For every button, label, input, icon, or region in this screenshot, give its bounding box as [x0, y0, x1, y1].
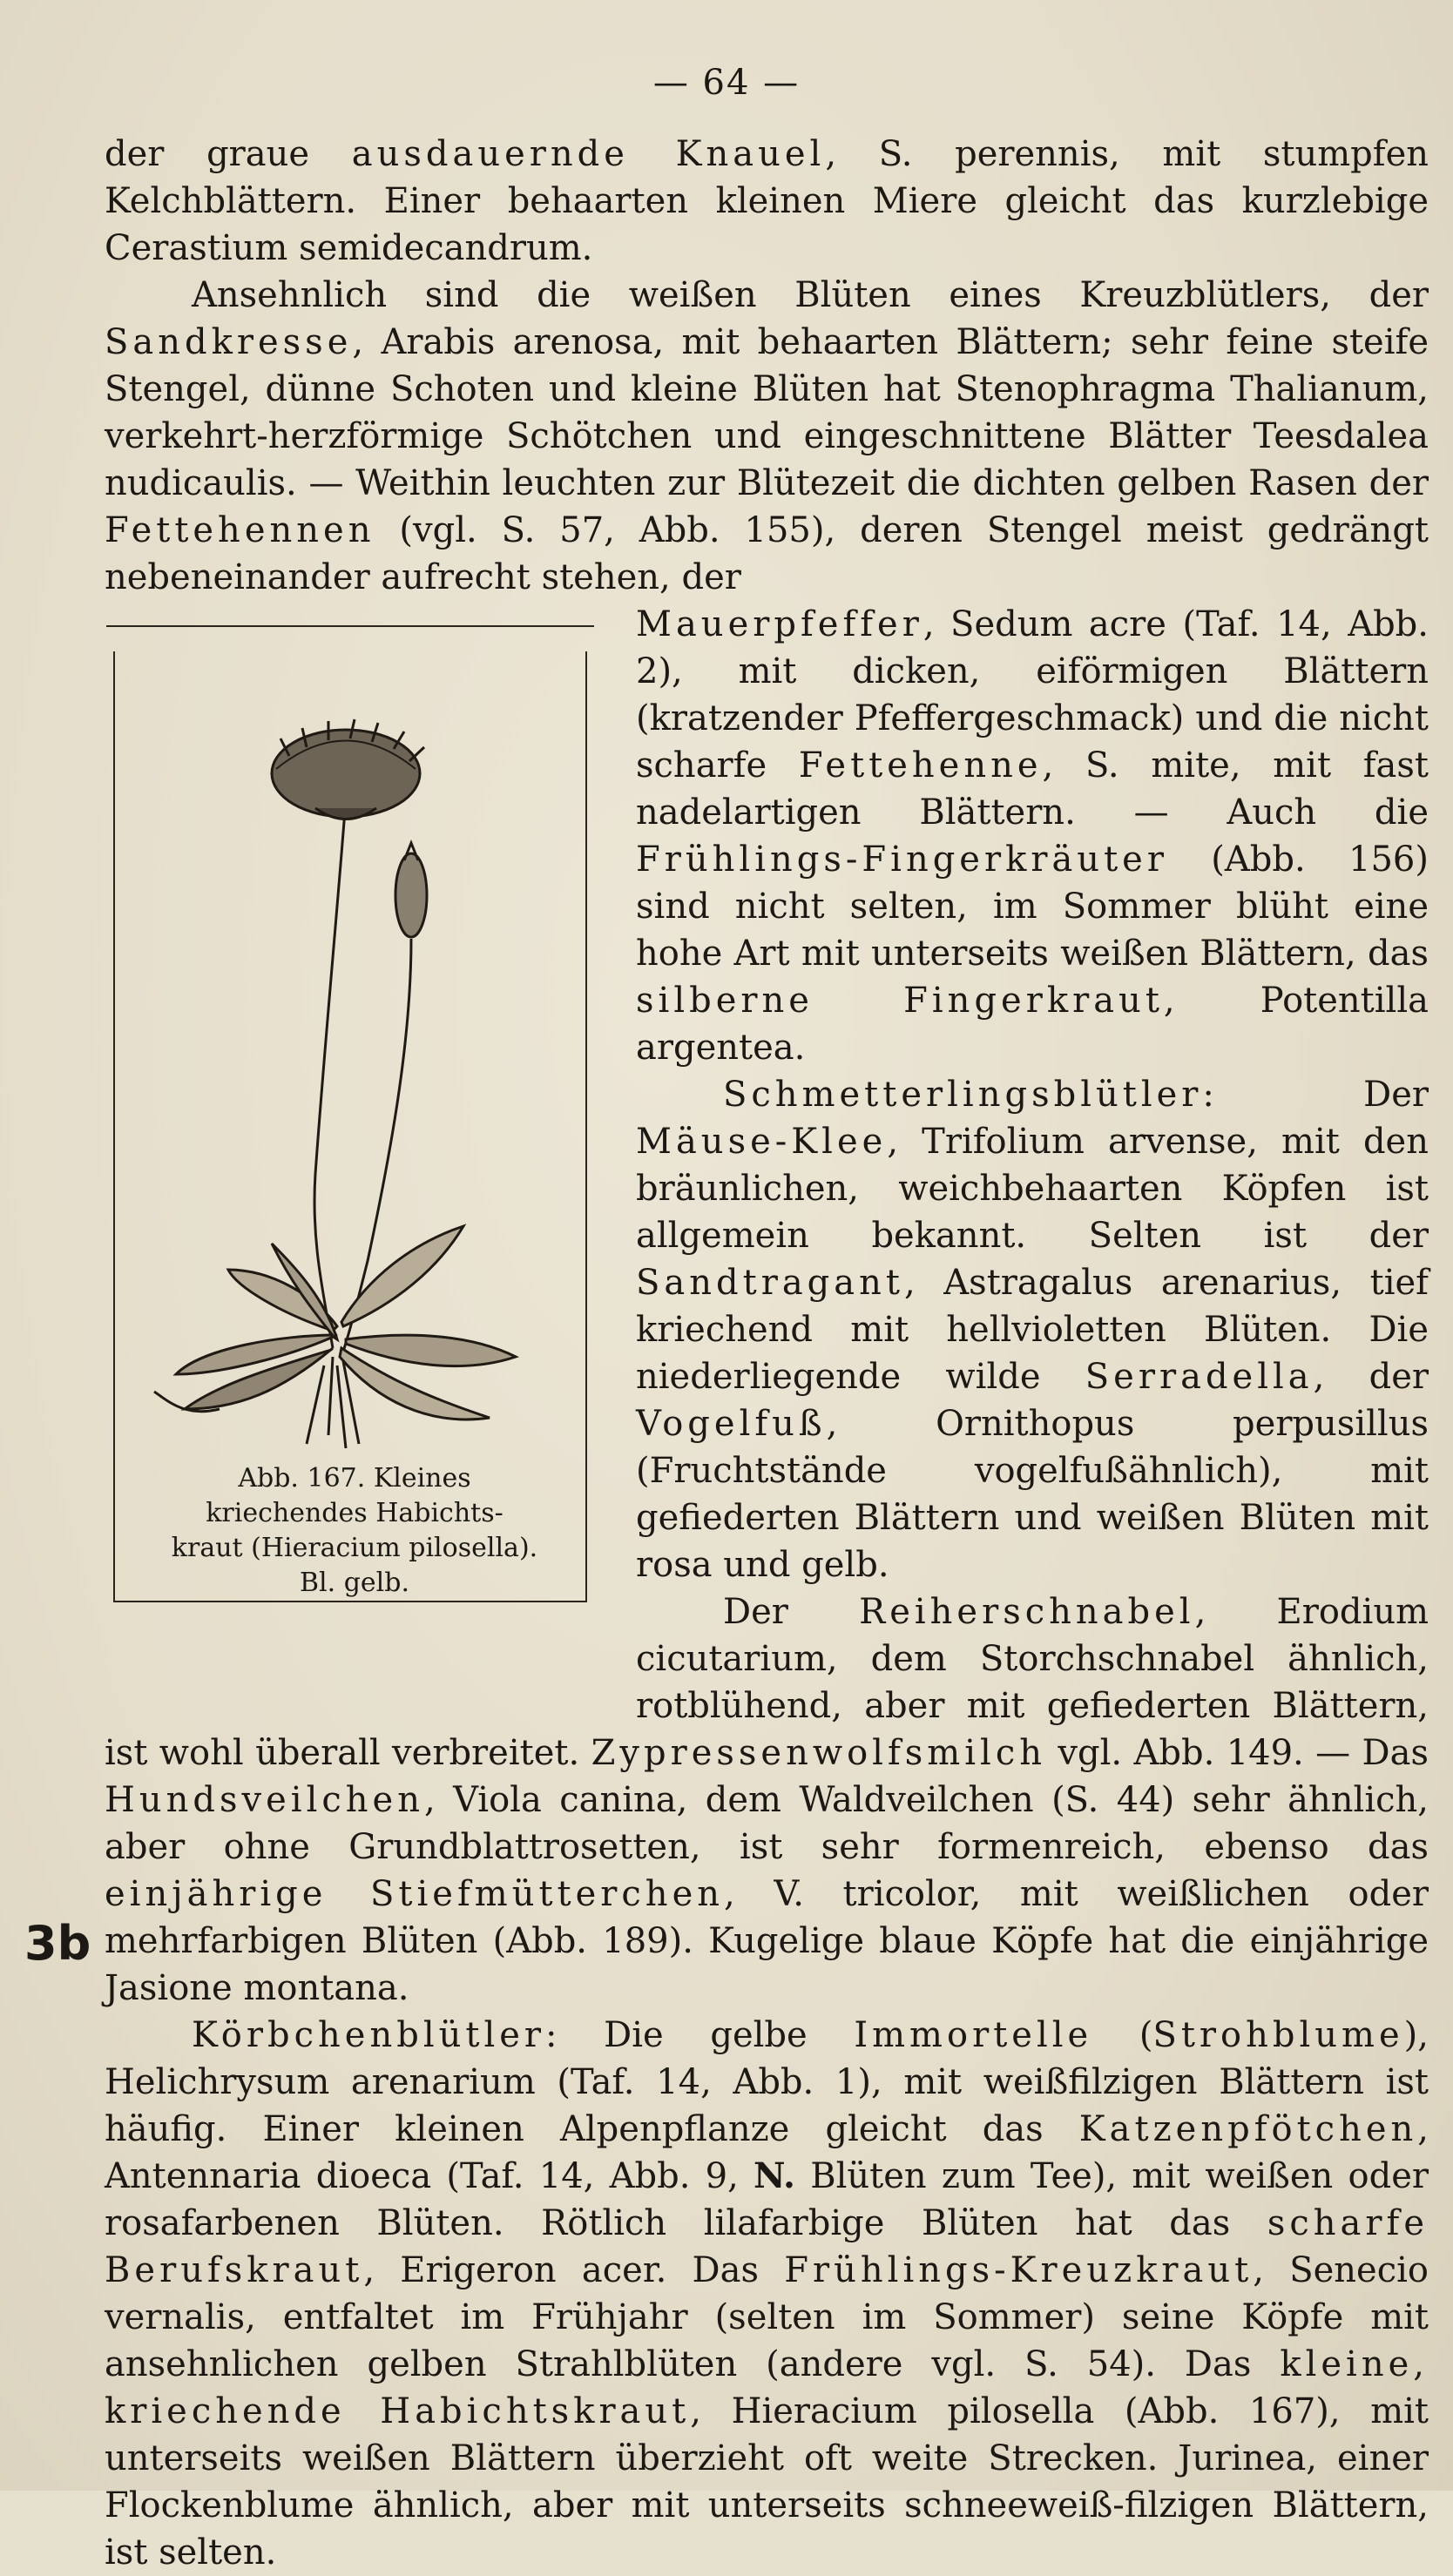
text: , Erigeron acer. Das	[363, 2250, 785, 2290]
text: (vgl. S. 57, Abb. 155), deren Stengel meist gedrängt nebeneinander aufrecht stehen, der	[105, 510, 1429, 597]
species-name: ausdauernde Knauel	[351, 134, 826, 174]
caption-line: Bl. gelb.	[299, 1568, 409, 1598]
species-name: Fettehennen	[105, 510, 375, 550]
paragraph-2	[105, 272, 1429, 601]
body-text	[105, 131, 1429, 2576]
text: , der	[1313, 1357, 1429, 1397]
text: vgl. Abb. 149. — Das	[1045, 1733, 1429, 1773]
species-name: Mauerpfeffer	[636, 604, 923, 644]
text: , V. tricolor, mit weißlichen oder mehrfarbigen Blüten (Abb. 189). Kugelige blaue Köpfe hat die einjährige Jasione montana.	[105, 1874, 1429, 2008]
paragraph-5	[105, 2012, 1429, 2576]
species-name: Mäuse-Klee	[636, 1122, 888, 1162]
species-name: Katzenpfötchen	[1078, 2109, 1418, 2149]
species-name: silberne Fingerkraut	[636, 981, 1164, 1021]
figure-rule	[106, 625, 594, 627]
caption-line: Abb. 167. Kleines	[238, 1463, 471, 1494]
text: Ansehnlich sind die weißen Blüten eines Kreuzblütlers, der	[192, 275, 1429, 315]
species-name: Vogelfuß	[636, 1404, 827, 1444]
text: Blüten zum Tee), mit weißen oder rosafarbenen Blüten. Rötlich lilafarbige Blüten hat das	[105, 2156, 1429, 2243]
text: , Erodium cicutarium, dem Storchschnabel ähnlich, rotblühend, aber mit gefiederten Blättern, ist wohl überall verbreitet.	[105, 1592, 1429, 1773]
text: ), Helichrysum arenarium (Taf. 14, Abb. 1), mit weißfilzigen Blättern ist häufig. Einer kleinen Alpenpflanze gleicht das	[105, 2015, 1429, 2149]
species-name: Fettehenne	[798, 745, 1043, 786]
species-name: kleine, kriechende Habichtskraut	[105, 2344, 1429, 2431]
text: (	[1092, 2015, 1153, 2055]
species-name: Zypressenwolfsmilch	[591, 1733, 1046, 1773]
species-name: Immortelle	[854, 2015, 1093, 2055]
paragraph-1	[105, 131, 1429, 272]
species-name: Reiherschnabel	[859, 1592, 1195, 1632]
caption-line: kriechendes Habichts-	[206, 1498, 503, 1528]
hieracium-illustration	[150, 686, 551, 1453]
species-name: Serradella	[1085, 1357, 1314, 1397]
bold-abbreviation: N.	[754, 2155, 795, 2196]
section-heading: Schmetterlingsblütler	[723, 1075, 1203, 1115]
text: (Abb. 156) sind nicht selten, im Sommer blüht eine hohe Art mit unterseits weißen Blättern, das	[636, 840, 1429, 974]
species-name: Sandtragant	[636, 1263, 904, 1303]
text: der graue	[105, 134, 352, 174]
figure-caption	[132, 1461, 577, 1601]
text: : Der	[1202, 1075, 1429, 1115]
section-heading: Körbchenblütler	[192, 2015, 546, 2055]
species-name: Hundsveilchen	[105, 1780, 424, 1820]
text: , S. mite, mit fast nadelartigen Blättern. — Auch die	[636, 745, 1429, 833]
caption-line: kraut (Hieracium pilosella).	[171, 1533, 538, 1563]
text: , Hieracium pilosella (Abb. 167), mit unterseits weißen Blättern überzieht oft weite Strecken. Jurinea, einer Flockenblume ähnlich, aber mit unterseits schneeweiß-filzigen Blättern, ist selten.	[105, 2391, 1429, 2573]
text: , Senecio vernalis, entfaltet im Frühjahr (selten im Sommer) seine Köpfe mit ansehnlichen gelben Strahlblüten (andere vgl. S. 54). Das	[105, 2250, 1429, 2384]
text: : Die gelbe	[545, 2015, 855, 2055]
text: , Astragalus arenarius, tief kriechend mit hellvioletten Blüten. Die niederliegende wilde	[636, 1263, 1429, 1397]
text: Der	[723, 1592, 860, 1632]
species-name: Frühlings-Kreuzkraut	[784, 2250, 1254, 2290]
species-name: einjährige Stiefmütterchen	[105, 1874, 725, 1914]
species-name: Frühlings-Fingerkräuter	[636, 840, 1168, 880]
species-name: Strohblume	[1152, 2015, 1404, 2055]
text: , Viola canina, dem Waldveilchen (S. 44) sehr ähnlich, aber ohne Grundblattrosetten, ist sehr formenreich, ebenso das	[105, 1780, 1429, 1867]
text: , Trifolium arvense, mit den bräunlichen, weichbehaarten Köpfen ist allgemein bekannt. Selten ist der	[636, 1122, 1429, 1256]
text: , Sedum acre (Taf. 14, Abb. 2), mit dicken, eiförmigen Blättern (kratzender Pfeffergeschmack) und die nicht scharfe	[636, 604, 1429, 786]
side-marker: 3b	[24, 1916, 91, 1971]
text: , S. perennis, mit stumpfen Kelchblättern. Einer behaarten kleinen Miere gleicht das kurzlebige Cerastium semidecandrum.	[105, 134, 1429, 268]
page-number: — 64 —	[652, 63, 801, 103]
figure	[105, 608, 601, 1696]
text: , Antennaria dioeca (Taf. 14, Abb. 9,	[105, 2109, 1429, 2196]
text: , Potentilla argentea.	[636, 981, 1429, 1068]
figure-frame	[113, 651, 587, 1602]
text: , Arabis arenosa, mit behaarten Blättern; sehr feine steife Stengel, dünne Schoten und kleine Blüten hat Stenophragma Thalianum, verkehrt-herzförmige Schötchen und eingeschnittene Blätter Teesdalea nudicaulis. — Weithin leuchten zur Blütezeit die dichten gelben Rasen der	[105, 322, 1429, 503]
text: , Ornithopus perpusillus (Fruchtstände vogelfußähnlich), mit gefiederten Blättern und weißen Blüten mit rosa und gelb.	[636, 1404, 1429, 1585]
species-name: scharfe Berufskraut	[105, 2203, 1429, 2290]
species-name: Sandkresse	[105, 322, 353, 362]
